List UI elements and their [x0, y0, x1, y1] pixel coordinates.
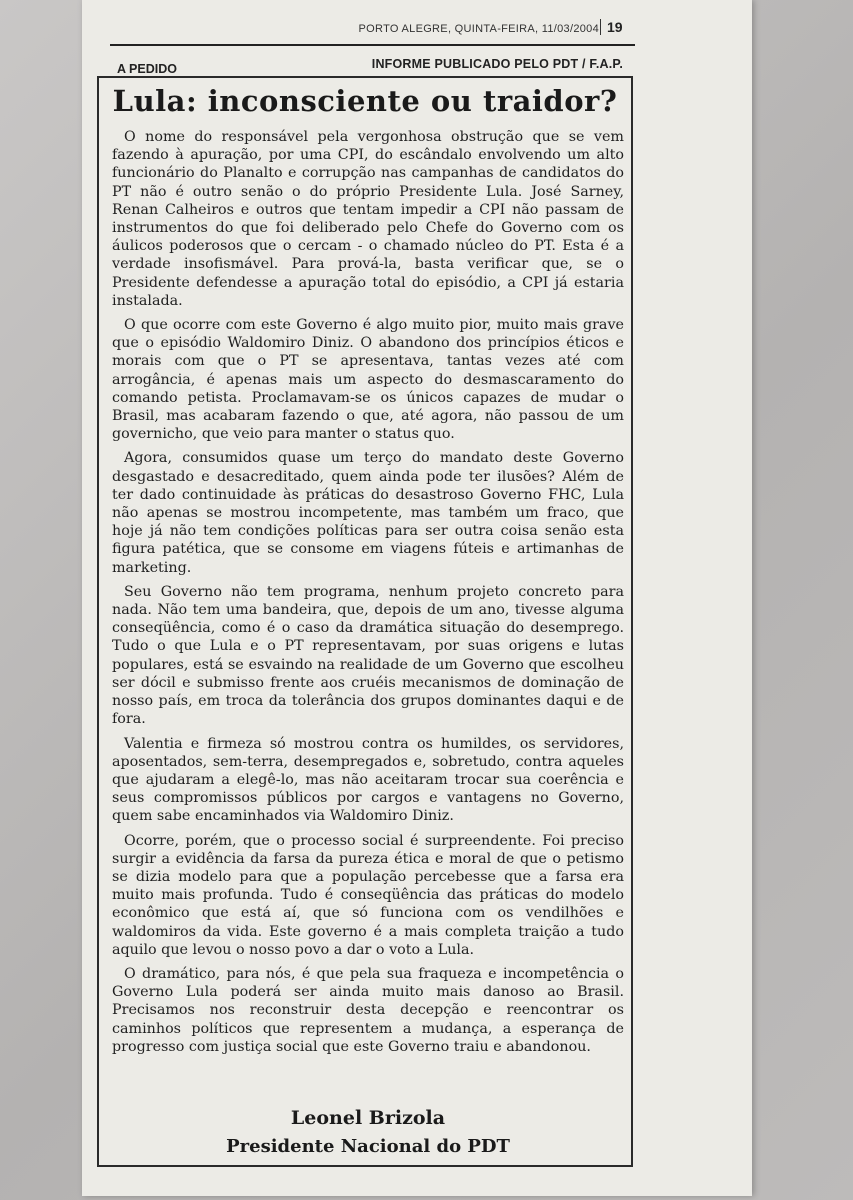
page-header: [110, 18, 635, 46]
article-paragraph: Seu Governo não tem programa, nenhum projeto concreto para nada. Não tem uma bandeira, que, depois de um ano, tivesse alguma conseqüência, como é o caso da dramática situação do desemprego. Tudo o que Lula e o PT representavam, por suas origens e lutas populares, está se esvaindo na realidade de um Governo que escolheu ser dócil e submisso frente aos cruéis mecanismos de dominação de nosso país, em troca da tolerância dos grupos dominantes daqui e de fora.: [112, 583, 624, 728]
signature-name: Leonel Brizola: [290, 1107, 446, 1129]
article-body: [112, 128, 624, 1062]
article-paragraph: Ocorre, porém, que o processo social é surpreendente. Foi preciso surgir a evidência da farsa da pureza ética e moral de que o petismo se dizia modelo para que a população percebesse que a farsa era muito mais profunda. Tudo é conseqüência das práticas do modelo econômico que está aí, que só funciona com os vendilhões e waldomiros da vida. Este governo é a mais completa traição a tudo aquilo que levou o nosso povo a dar o voto a Lula.: [112, 832, 624, 958]
article-headline: Lula: inconsciente ou traidor?: [112, 84, 618, 118]
article-paragraph: O dramático, para nós, é que pela sua fraqueza e incompetência o Governo Lula poderá ser ainda muito mais danoso ao Brasil. Precisamos nos reconstruir desta decepção e reencontrar os caminhos políticos que representem a mudança, a esperança de progresso com justiça social que este Governo traiu e abandonou.: [112, 965, 624, 1055]
header-date-line: PORTO ALEGRE, QUINTA-FEIRA, 11/03/2004: [358, 23, 599, 35]
article-paragraph: O nome do responsável pela vergonhosa obstrução que se vem fazendo à apuração, por uma CPI, do escândalo envolvendo um alto funcionário do Planalto e corrupção nas campanhas de candidatos do PT não é outro senão o do próprio Presidente Lula. José Sarney, Renan Calheiros e outros que tentam impedir a CPI não passam de instrumentos do que foi deliberado pelo Chefe do Governo com os áulicos poderosos que o cercam - o chamado núcleo do PT. Esta é a verdade insofismável. Para prová-la, basta verificar que, se o Presidente defendesse a apuração total do episódio, a CPI já estaria instalada.: [112, 129, 624, 309]
page-number: 19: [600, 19, 631, 35]
article-paragraph: Agora, consumidos quase um terço do mandato deste Governo desgastado e desacreditado, quem ainda pode ter ilusões? Além de ter dado continuidade às práticas do desastroso Governo FHC, Lula não apenas se mostrou incompetente, mas também um fraco, que hoje já não tem condições políticas para ser outra coisa senão esta figura patética, que se consome em viagens fúteis e artimanhas de marketing.: [112, 450, 624, 576]
section-label: A PEDIDO: [117, 62, 177, 76]
article-paragraph: Valentia e firmeza só mostrou contra os humildes, os servidores, aposentados, sem-terra, desempregados e, sobretudo, contra aqueles que ajudaram a elegê-lo, mas não aceitaram trocar sua coerência e seus compromissos públicos por cargos e vantagens no Governo, quem sabe encaminhados via Waldomiro Diniz.: [112, 735, 624, 825]
signature-title: Presidente Nacional do PDT: [226, 1136, 510, 1157]
article-paragraph: O que ocorre com este Governo é algo muito pior, muito mais grave que o episódio Waldomiro Diniz. O abandono dos princípios éticos e morais com que o PT se apresentava, tantas vezes até com arrogância, é apenas mais um aspecto do desmascaramento do comando petista. Proclamavam-se os únicos capazes de mudar o Brasil, mas acabaram fazendo o que, até agora, não passou de um governicho, que veio para manter o status quo.: [112, 317, 624, 443]
publisher-info-label: INFORME PUBLICADO PELO PDT / F.A.P.: [371, 57, 623, 71]
